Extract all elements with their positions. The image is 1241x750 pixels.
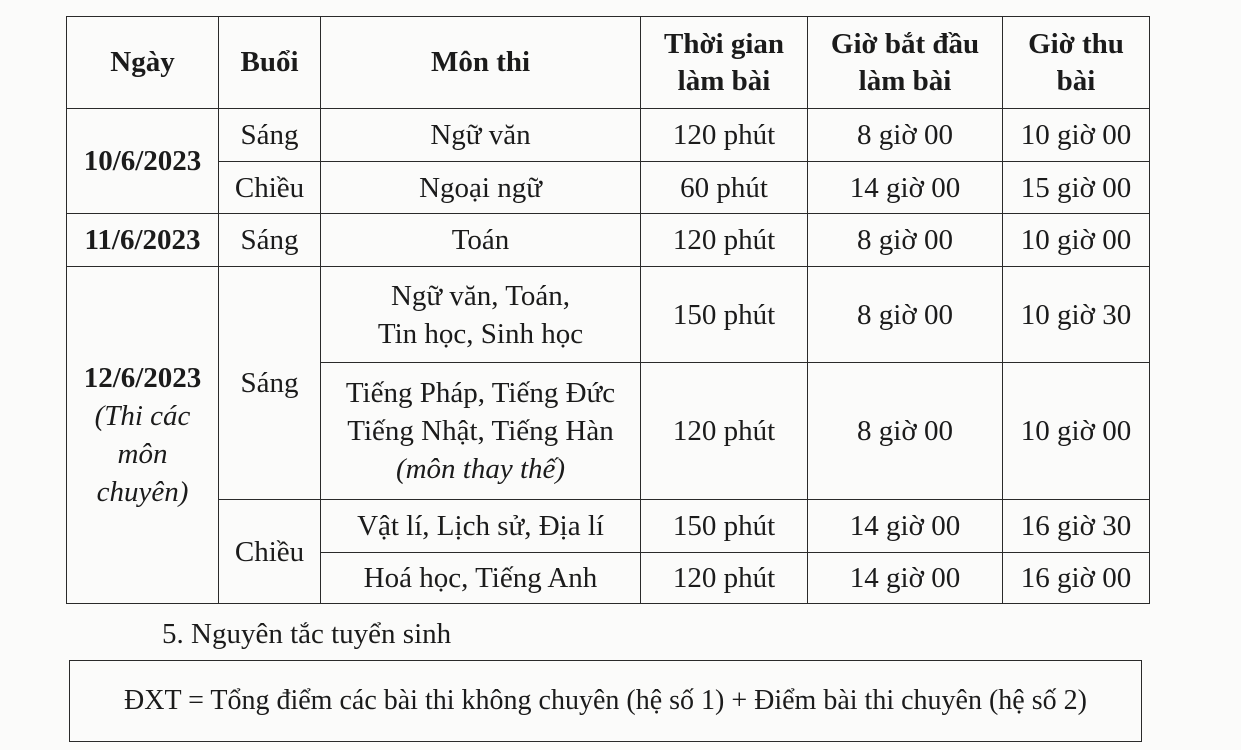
date-note: (Thi các: [94, 400, 191, 432]
subject-cell: Ngữ văn: [321, 109, 641, 162]
date-cell: 11/6/2023: [67, 214, 219, 267]
header-subject: Môn thi: [321, 17, 641, 109]
subject-cell: Tiếng Pháp, Tiếng Đức Tiếng Nhật, Tiếng Hàn (môn thay thế): [321, 363, 641, 500]
end-cell: 10 giờ 00: [1003, 214, 1150, 267]
start-cell: 8 giờ 00: [808, 109, 1003, 162]
duration-cell: 120 phút: [641, 214, 808, 267]
header-session: Buổi: [219, 17, 321, 109]
formula-text: ĐXT = Tổng điểm các bài thi không chuyên (hệ số 1) + Điểm bài thi chuyên (hệ số 2): [124, 685, 1087, 716]
subject-cell: Hoá học, Tiếng Anh: [321, 553, 641, 604]
exam-schedule-table: [66, 16, 1150, 604]
duration-cell: 120 phút: [641, 363, 808, 500]
duration-cell: 150 phút: [641, 267, 808, 363]
session-cell: Sáng: [219, 109, 321, 162]
date-cell: 12/6/2023 (Thi các môn chuyên): [67, 267, 219, 604]
session-cell: Chiều: [219, 162, 321, 214]
date-cell: 10/6/2023: [67, 109, 219, 214]
header-end: Giờ thu bài: [1003, 17, 1150, 109]
start-cell: 8 giờ 00: [808, 214, 1003, 267]
end-cell: 10 giờ 00: [1003, 109, 1150, 162]
table-row: [67, 109, 1150, 162]
end-cell: 10 giờ 00: [1003, 363, 1150, 500]
subject-note: (môn thay thế): [395, 453, 566, 485]
end-cell: 16 giờ 00: [1003, 553, 1150, 604]
subject-cell: Toán: [321, 214, 641, 267]
subject-cell: Vật lí, Lịch sử, Địa lí: [321, 500, 641, 553]
session-cell: Sáng: [219, 214, 321, 267]
duration-cell: 120 phút: [641, 109, 808, 162]
end-cell: 15 giờ 00: [1003, 162, 1150, 214]
start-cell: 14 giờ 00: [808, 162, 1003, 214]
session-cell: Sáng: [219, 267, 321, 500]
session-cell: Chiều: [219, 500, 321, 604]
header-date: Ngày: [67, 17, 219, 109]
subject-cell: Ngoại ngữ: [321, 162, 641, 214]
subject-cell: Ngữ văn, Toán, Tin học, Sinh học: [321, 267, 641, 363]
duration-cell: 150 phút: [641, 500, 808, 553]
table-row: [67, 162, 1150, 214]
start-cell: 8 giờ 00: [808, 363, 1003, 500]
end-cell: 10 giờ 30: [1003, 267, 1150, 363]
header-start: Giờ bắt đầu làm bài: [808, 17, 1003, 109]
table-row: [67, 500, 1150, 553]
end-cell: 16 giờ 30: [1003, 500, 1150, 553]
table-row: [67, 267, 1150, 363]
header-duration: Thời gian làm bài: [641, 17, 808, 109]
formula-box: [69, 660, 1142, 742]
section-heading: 5. Nguyên tắc tuyển sinh: [162, 618, 452, 650]
start-cell: 14 giờ 00: [808, 553, 1003, 604]
header-row: [67, 17, 1150, 109]
duration-cell: 60 phút: [641, 162, 808, 214]
duration-cell: 120 phút: [641, 553, 808, 604]
table-row: [67, 214, 1150, 267]
start-cell: 8 giờ 00: [808, 267, 1003, 363]
start-cell: 14 giờ 00: [808, 500, 1003, 553]
